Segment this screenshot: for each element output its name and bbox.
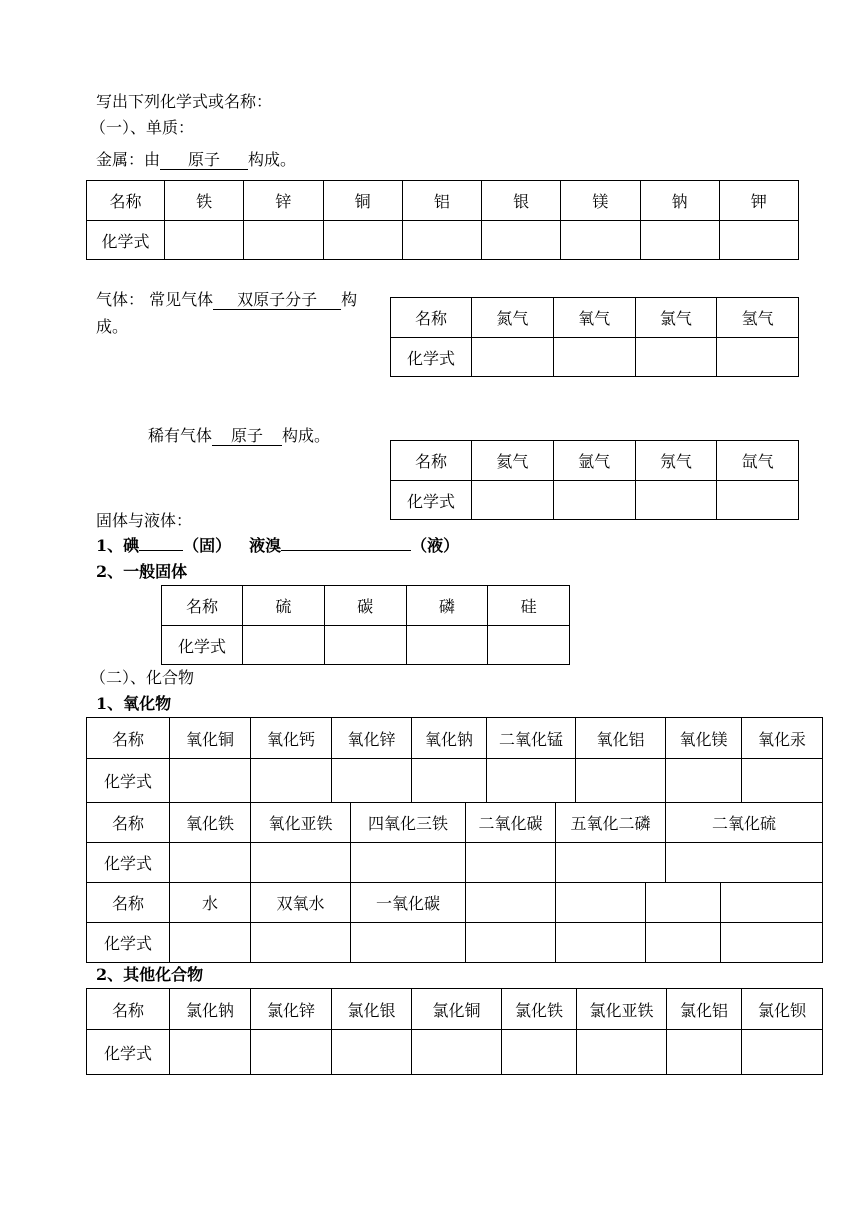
row-label: 化学式 (87, 759, 170, 803)
iodine-state: （固） (183, 536, 232, 555)
oxides-name-row (87, 803, 823, 843)
metal-name-cell: 镁 (561, 181, 640, 221)
formula-cell[interactable] (412, 759, 487, 803)
formula-cell[interactable] (717, 338, 799, 377)
formula-cell[interactable] (556, 843, 666, 883)
header-label: 名称 (162, 586, 243, 626)
oxides-name-row (87, 718, 823, 759)
gas-blank: 双原子分子 (213, 290, 341, 310)
formula-cell[interactable] (640, 221, 719, 260)
formula-cell[interactable] (351, 843, 466, 883)
formula-cell[interactable] (561, 221, 640, 260)
compound-name-cell: 氯化银 (332, 989, 412, 1030)
rare-gas-blank: 原子 (212, 426, 282, 446)
formula-cell[interactable] (472, 481, 554, 520)
compound-name-cell: 氯化亚铁 (577, 989, 667, 1030)
row-label: 化学式 (87, 923, 170, 963)
formula-cell[interactable] (666, 759, 742, 803)
formula-cell[interactable] (466, 923, 556, 963)
oxide-name-cell: 氧化镁 (666, 718, 742, 759)
oxide-name-cell: 氧化铁 (170, 803, 251, 843)
formula-cell[interactable] (721, 923, 823, 963)
metal-name-cell: 铁 (165, 181, 244, 221)
formula-cell[interactable] (553, 481, 635, 520)
formula-cell[interactable] (332, 1030, 412, 1075)
solid-name-cell: 碳 (324, 586, 406, 626)
formula-cell[interactable] (488, 626, 570, 665)
formula-cell[interactable] (251, 1030, 332, 1075)
oxides-table-3 (86, 882, 823, 963)
section-compounds-title: （二）、化合物 (90, 668, 195, 687)
formula-cell[interactable] (577, 1030, 667, 1075)
formula-cell[interactable] (502, 1030, 577, 1075)
empty-cell[interactable] (466, 883, 556, 923)
rare-gas-name-cell: 氦气 (472, 441, 554, 481)
solid-table (161, 585, 570, 665)
formula-cell[interactable] (635, 481, 717, 520)
formula-cell[interactable] (482, 221, 561, 260)
oxide-name-cell: 二氧化锰 (487, 718, 576, 759)
rare-gas-name-cell: 氖气 (635, 441, 717, 481)
row-label: 化学式 (391, 481, 472, 520)
oxides-name-row (87, 883, 823, 923)
formula-cell[interactable] (719, 221, 798, 260)
gas-prefix: 气体： 常见气体 (96, 290, 214, 309)
gas-name-row (391, 298, 799, 338)
row-label: 化学式 (391, 338, 472, 377)
formula-cell[interactable] (170, 923, 251, 963)
formula-cell[interactable] (251, 759, 332, 803)
iodine-label: 1、碘 (96, 536, 140, 555)
formula-cell[interactable] (251, 923, 351, 963)
formula-cell[interactable] (556, 923, 646, 963)
solid-name-cell: 磷 (406, 586, 488, 626)
oxide-name-cell: 氧化锌 (332, 718, 412, 759)
gas-line (96, 290, 357, 310)
gas-formula-row (391, 338, 799, 377)
oxide-name-cell: 氧化铜 (170, 718, 251, 759)
bromine-state: （液） (411, 536, 460, 555)
intro-instruction: 写出下列化学式或名称： (96, 92, 273, 111)
rare-gas-formula-row (391, 481, 799, 520)
other-compounds-table (86, 988, 823, 1075)
gas-name-cell: 氮气 (472, 298, 554, 338)
header-label: 名称 (87, 989, 170, 1030)
formula-cell[interactable] (170, 759, 251, 803)
header-label: 名称 (87, 718, 170, 759)
oxide-name-cell: 水 (170, 883, 251, 923)
metal-line (96, 150, 296, 170)
formula-cell[interactable] (646, 923, 721, 963)
formula-cell[interactable] (402, 221, 481, 260)
row-label: 化学式 (87, 221, 165, 260)
row-label: 化学式 (162, 626, 243, 665)
oxide-name-cell: 氧化亚铁 (251, 803, 351, 843)
formula-cell[interactable] (406, 626, 488, 665)
oxide-name-cell: 氧化汞 (742, 718, 823, 759)
iodine-blank (139, 550, 183, 551)
rare-gas-table (390, 440, 799, 520)
oxide-name-cell: 双氧水 (251, 883, 351, 923)
oxide-name-cell: 二氧化硫 (666, 803, 823, 843)
formula-cell[interactable] (466, 843, 556, 883)
formula-cell[interactable] (472, 338, 554, 377)
oxide-name-cell: 四氧化三铁 (351, 803, 466, 843)
metal-name-cell: 银 (482, 181, 561, 221)
formula-cell[interactable] (576, 759, 666, 803)
other-compounds-name-row (87, 989, 823, 1030)
solid-name-cell: 硫 (243, 586, 325, 626)
compound-name-cell: 氯化钡 (742, 989, 823, 1030)
rare-gas-name-row (391, 441, 799, 481)
formula-cell[interactable] (165, 221, 244, 260)
section-elements-title: （一）、单质： (90, 118, 195, 137)
compound-name-cell: 氯化钠 (170, 989, 251, 1030)
row-label: 化学式 (87, 843, 170, 883)
gas-suffix: 构 (341, 290, 358, 309)
compound-name-cell: 氯化铝 (667, 989, 742, 1030)
metal-table (86, 180, 799, 260)
metal-name-cell: 钠 (640, 181, 719, 221)
formula-cell[interactable] (170, 1030, 251, 1075)
formula-cell[interactable] (635, 338, 717, 377)
metal-name-cell: 铜 (323, 181, 402, 221)
formula-cell[interactable] (251, 843, 351, 883)
formula-cell[interactable] (742, 1030, 823, 1075)
metal-name-cell: 钾 (719, 181, 798, 221)
header-label: 名称 (391, 298, 472, 338)
formula-cell[interactable] (243, 626, 325, 665)
gas-name-cell: 氢气 (717, 298, 799, 338)
empty-cell[interactable] (556, 883, 646, 923)
general-solid-title: 2、一般固体 (96, 562, 188, 581)
rare-gas-line (148, 426, 330, 446)
formula-cell[interactable] (323, 221, 402, 260)
metal-blank: 原子 (160, 150, 248, 170)
oxide-name-cell: 一氧化碳 (351, 883, 466, 923)
solid-name-cell: 硅 (488, 586, 570, 626)
rare-gas-name-cell: 氙气 (717, 441, 799, 481)
other-compounds-formula-row (87, 1030, 823, 1075)
gas-name-cell: 氯气 (635, 298, 717, 338)
formula-cell[interactable] (351, 923, 466, 963)
iodine-bromine-line (96, 536, 459, 556)
rare-gas-name-cell: 氩气 (553, 441, 635, 481)
oxide-name-cell: 二氧化碳 (466, 803, 556, 843)
compound-name-cell: 氯化铜 (412, 989, 502, 1030)
formula-cell[interactable] (553, 338, 635, 377)
rare-gas-prefix: 稀有气体 (148, 426, 213, 445)
formula-cell[interactable] (324, 626, 406, 665)
solid-name-row (162, 586, 570, 626)
formula-cell[interactable] (487, 759, 576, 803)
formula-cell[interactable] (717, 481, 799, 520)
bromine-blank (281, 550, 411, 551)
header-label: 名称 (391, 441, 472, 481)
formula-cell[interactable] (666, 843, 823, 883)
rare-gas-suffix: 构成。 (282, 426, 331, 445)
metal-formula-row (87, 221, 799, 260)
header-label: 名称 (87, 181, 165, 221)
oxide-name-cell: 氧化钙 (251, 718, 332, 759)
oxides-formula-row (87, 923, 823, 963)
empty-cell[interactable] (646, 883, 721, 923)
compound-name-cell: 氯化铁 (502, 989, 577, 1030)
formula-cell[interactable] (667, 1030, 742, 1075)
solid-liquid-title: 固体与液体： (96, 511, 193, 530)
oxide-name-cell: 氧化钠 (412, 718, 487, 759)
oxides-table-1 (86, 717, 823, 803)
formula-cell[interactable] (332, 759, 412, 803)
oxides-formula-row (87, 843, 823, 883)
bromine-label: 液溴 (249, 536, 282, 555)
formula-cell[interactable] (244, 221, 323, 260)
gas-table (390, 297, 799, 377)
formula-cell[interactable] (412, 1030, 502, 1075)
row-label: 化学式 (87, 1030, 170, 1075)
oxides-title: 1、氧化物 (96, 694, 172, 713)
gas-name-cell: 氧气 (553, 298, 635, 338)
header-label: 名称 (87, 803, 170, 843)
metal-name-row (87, 181, 799, 221)
metal-suffix: 构成。 (248, 150, 297, 169)
oxide-name-cell: 氧化铝 (576, 718, 666, 759)
compound-name-cell: 氯化锌 (251, 989, 332, 1030)
header-label: 名称 (87, 883, 170, 923)
metal-prefix: 金属：由 (96, 150, 161, 169)
gas-suffix-line2: 成。 (96, 317, 129, 336)
oxide-name-cell: 五氧化二磷 (556, 803, 666, 843)
other-compounds-title: 2、其他化合物 (96, 965, 204, 984)
oxides-formula-row (87, 759, 823, 803)
formula-cell[interactable] (742, 759, 823, 803)
formula-cell[interactable] (170, 843, 251, 883)
empty-cell[interactable] (721, 883, 823, 923)
solid-formula-row (162, 626, 570, 665)
metal-name-cell: 铝 (402, 181, 481, 221)
metal-name-cell: 锌 (244, 181, 323, 221)
oxides-table-2 (86, 802, 823, 883)
